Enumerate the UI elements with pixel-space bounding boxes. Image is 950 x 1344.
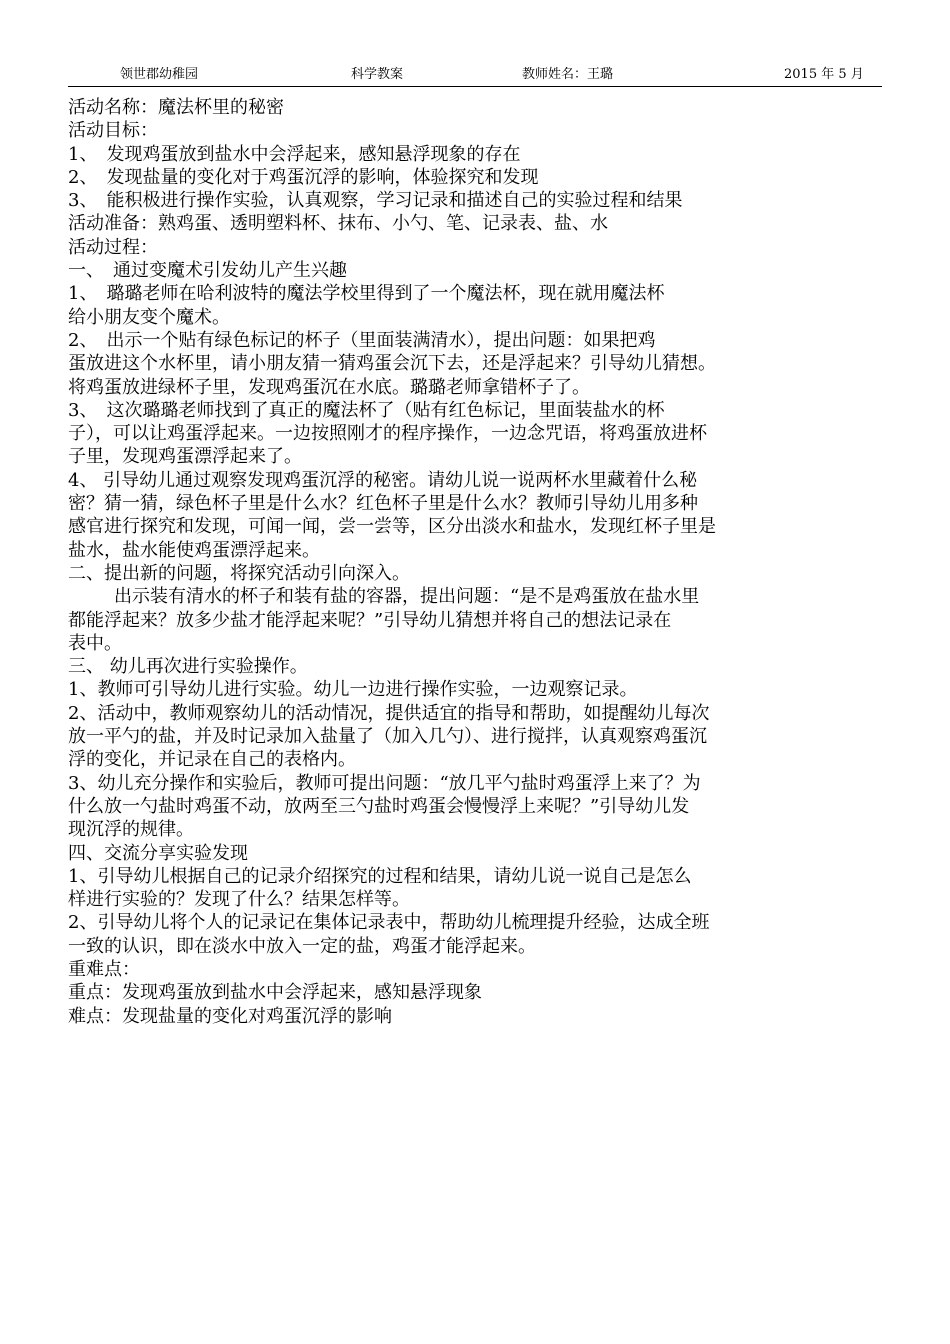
text-line: 表中。	[68, 632, 122, 654]
text-line: 重点：发现鸡蛋放到盐水中会浮起来，感知悬浮现象	[68, 982, 482, 1004]
text-line: 1、 发现鸡蛋放到盐水中会浮起来，感知悬浮现象的存在	[68, 143, 521, 165]
header-subject: 科学教案	[351, 67, 404, 82]
header-date: 2015 年 5 月	[784, 67, 864, 82]
text-line: 2、引导幼儿将个人的记录记在集体记录表中，帮助幼儿梳理提升经验，达成全班	[68, 912, 710, 934]
text-line: 1、 璐璐老师在哈利波特的魔法学校里得到了一个魔法杯，现在就用魔法杯	[68, 283, 665, 305]
text-line: 样进行实验的？发现了什么？结果怎样等。	[68, 889, 410, 911]
text-line: 活动准备：熟鸡蛋、透明塑料杯、抹布、小勺、笔、记录表、盐、水	[68, 213, 608, 235]
text-line: 3、 能积极进行操作实验，认真观察，学习记录和描述自己的实验过程和结果	[68, 190, 683, 212]
text-line: 浮的变化，并记录在自己的表格内。	[68, 749, 356, 771]
text-line: 放一平勺的盐，并及时记录加入盐量了（加入几勺）、进行搅拌，认真观察鸡蛋沉	[68, 726, 707, 748]
text-line: 难点：发现盐量的变化对鸡蛋沉浮的影响	[68, 1005, 392, 1027]
text-line: 子里，发现鸡蛋漂浮起来了。	[68, 446, 302, 468]
text-line: 1、教师可引导幼儿进行实验。幼儿一边进行操作实验，一边观察记录。	[68, 679, 638, 701]
text-line: 给小朋友变个魔术。	[68, 306, 230, 328]
page-header	[68, 66, 882, 87]
text-line: 一致的认识，即在淡水中放入一定的盐，鸡蛋才能浮起来。	[68, 935, 536, 957]
text-line: 现沉浮的规律。	[68, 819, 194, 841]
text-line: 2、活动中，教师观察幼儿的活动情况，提供适宜的指导和帮助，如提醒幼儿每次	[68, 702, 710, 724]
text-line: 感官进行探究和发现，可闻一闻，尝一尝等，区分出淡水和盐水，发现红杯子里是	[68, 516, 716, 538]
text-line: 都能浮起来？放多少盐才能浮起来呢？”引导幼儿猜想并将自己的想法记录在	[68, 609, 672, 631]
text-line: 重难点：	[68, 958, 140, 980]
header-teacher: 教师姓名：王璐	[522, 67, 614, 82]
text-line: 子），可以让鸡蛋浮起来。一边按照刚才的程序操作，一边念咒语，将鸡蛋放进杯	[68, 423, 707, 445]
text-line: 盐水，盐水能使鸡蛋漂浮起来。	[68, 539, 320, 561]
text-line: 二、提出新的问题，将探究活动引向深入。	[68, 562, 410, 584]
text-line: 2、 发现盐量的变化对于鸡蛋沉浮的影响，体验探究和发现	[68, 166, 539, 188]
text-line: 一、 通过变魔术引发幼儿产生兴趣	[68, 260, 347, 282]
text-line: 三、 幼儿再次进行实验操作。	[68, 656, 308, 678]
text-line: 将鸡蛋放进绿杯子里，发现鸡蛋沉在水底。璐璐老师拿错杯子了。	[68, 376, 590, 398]
header-school: 领世郡幼稚园	[120, 67, 199, 82]
text-line: 密？猜一猜，绿色杯子里是什么水？红色杯子里是什么水？教师引导幼儿用多种	[68, 493, 698, 515]
text-line: 什么放一勺盐时鸡蛋不动，放两至三勺盐时鸡蛋会慢慢浮上来呢？”引导幼儿发	[68, 795, 690, 817]
text-line: 1、引导幼儿根据自己的记录介绍探究的过程和结果，请幼儿说一说自己是怎么	[68, 865, 692, 887]
text-line: 2、 出示一个贴有绿色标记的杯子（里面装满清水），提出问题：如果把鸡	[68, 329, 656, 351]
text-line: 活动过程：	[68, 236, 158, 258]
text-line: 四、交流分享实验发现	[68, 842, 248, 864]
text-line: 出示装有清水的杯子和装有盐的容器，提出问题：“是不是鸡蛋放在盐水里	[114, 586, 700, 608]
text-line: 3、幼儿充分操作和实验后，教师可提出问题：“放几平勺盐时鸡蛋浮上来了？为	[68, 772, 701, 794]
text-line: 蛋放进这个水杯里，请小朋友猜一猜鸡蛋会沉下去，还是浮起来？引导幼儿猜想。	[68, 353, 716, 375]
text-line: 4、 引导幼儿通过观察发现鸡蛋沉浮的秘密。请幼儿说一说两杯水里藏着什么秘	[68, 469, 698, 491]
text-line: 活动名称：魔法杯里的秘密	[68, 97, 284, 118]
text-line: 3、 这次璐璐老师找到了真正的魔法杯了（贴有红色标记，里面装盐水的杯	[68, 399, 665, 421]
text-line: 活动目标：	[68, 120, 158, 142]
lesson-plan-body	[68, 96, 884, 1028]
